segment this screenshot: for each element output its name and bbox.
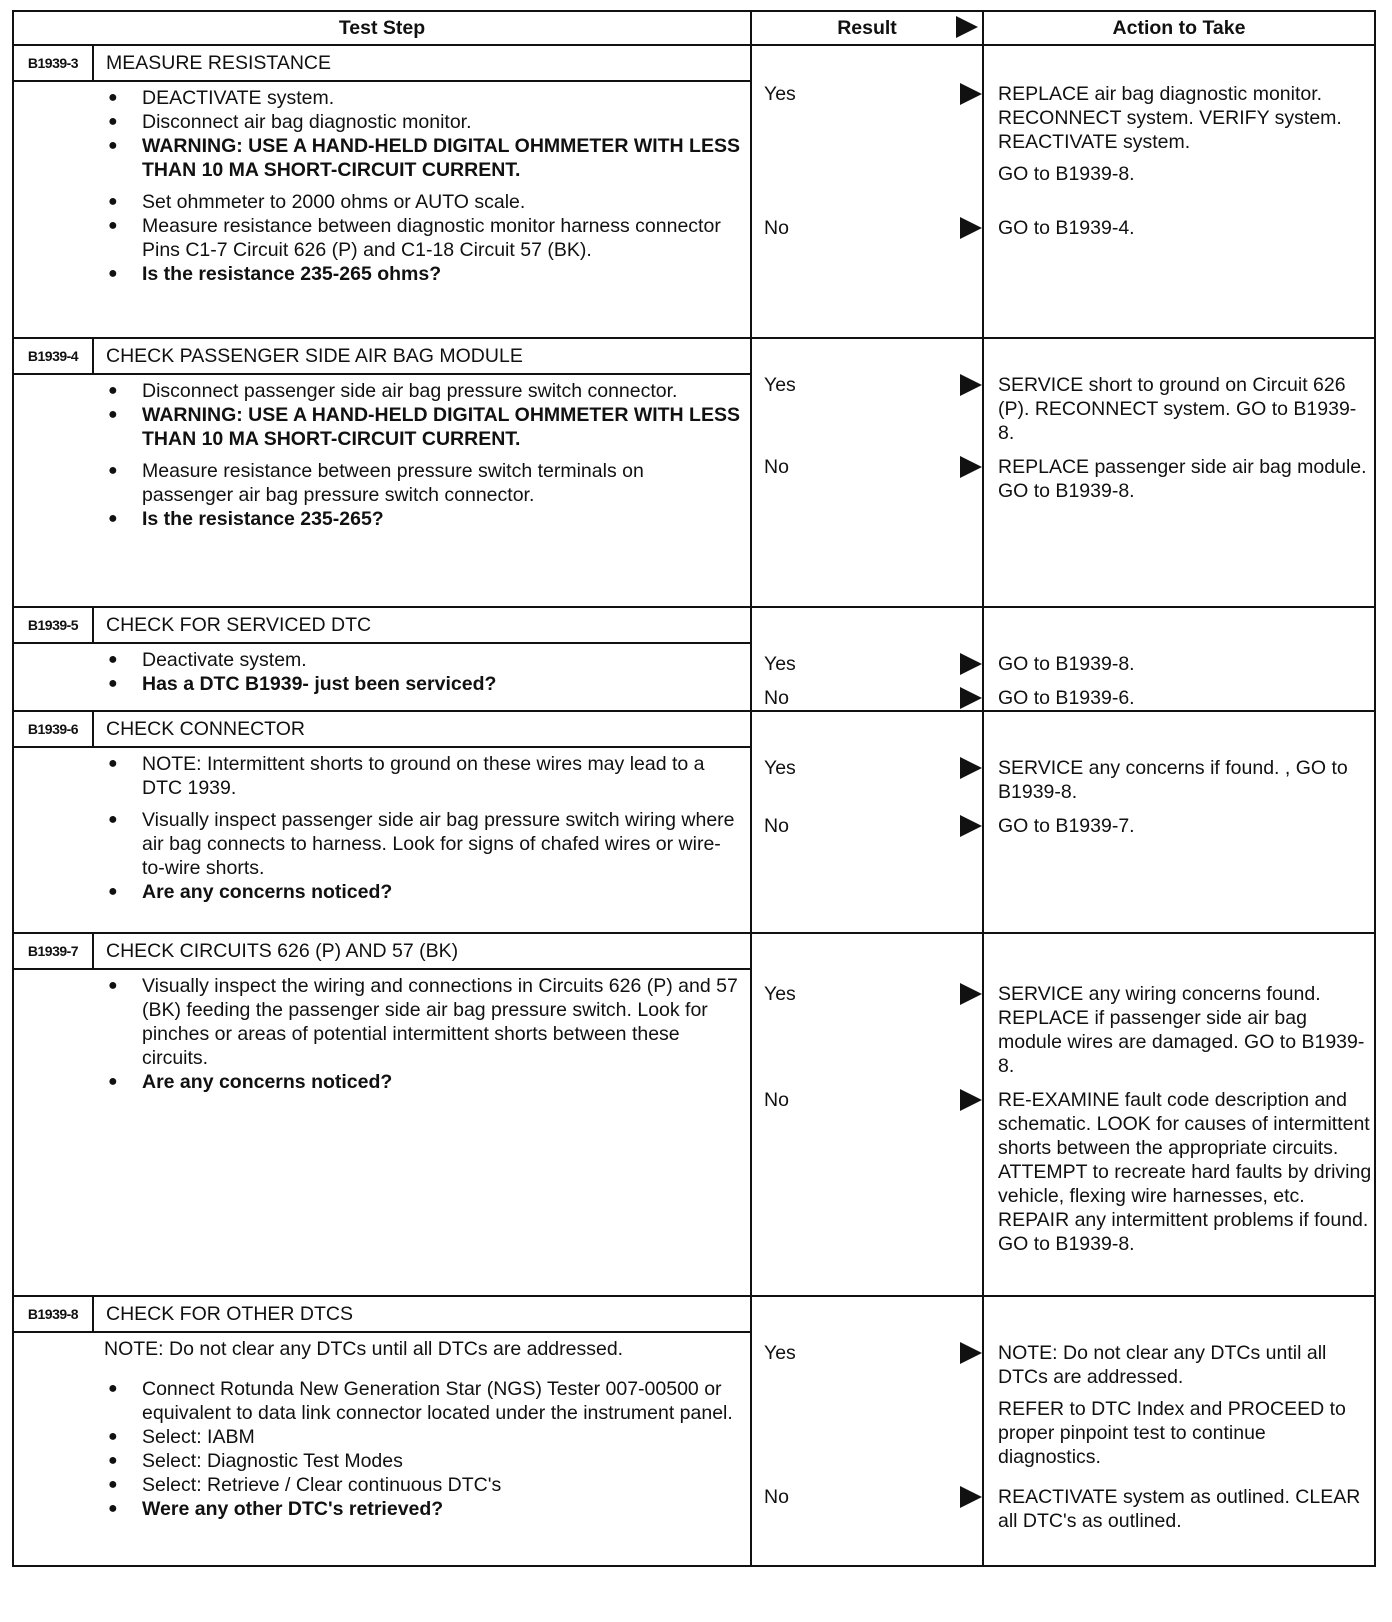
section-title-bar xyxy=(14,1297,750,1333)
result-no xyxy=(752,814,982,838)
step-title: CHECK FOR OTHER DTCS xyxy=(106,1303,354,1325)
section-title-bar xyxy=(14,712,750,748)
step-note: NOTE: Do not clear any DTCs until all DTCs are addressed. xyxy=(104,1338,624,1360)
result-cell xyxy=(751,1296,983,1566)
step-body xyxy=(104,375,750,535)
step-item: ● Disconnect passenger side air bag pressure switch connector. xyxy=(104,379,740,403)
arrow-icon xyxy=(960,687,982,709)
action-cell xyxy=(983,1296,1375,1566)
result-no xyxy=(752,1485,982,1509)
header-result-label: Result xyxy=(837,17,897,39)
yes-action xyxy=(998,82,1372,186)
result-no xyxy=(752,216,982,240)
step-item: ● Measure resistance between pressure switch terminals on passenger air bag pressure switch connector. xyxy=(104,459,740,507)
step-title: CHECK CONNECTOR xyxy=(106,718,305,740)
step-item: ● Is the resistance 235-265? xyxy=(104,507,740,531)
action-text: RE-EXAMINE fault code description and schematic. LOOK for causes of intermittent shorts between the appropriate circuits. ATTEMPT to recreate hard faults by driving vehicle, flexing wire harnesses, etc. REPAIR any intermittent problems if found. GO to B1939-8. xyxy=(998,1089,1372,1255)
yes-label: Yes xyxy=(764,983,796,1005)
step-id: B1939-3 xyxy=(14,46,94,80)
arrow-icon xyxy=(960,653,982,675)
section-title-bar xyxy=(14,934,750,970)
no-label: No xyxy=(764,815,789,837)
step-item: ● WARNING: USE A HAND-HELD DIGITAL OHMMETER WITH LESS THAN 10 MA SHORT-CIRCUIT CURRENT. xyxy=(104,403,740,451)
step-item: ● Visually inspect the wiring and connections in Circuits 626 (P) and 57 (BK) feeding the passenger side air bag pressure switch. Look for pinches or areas of potential intermittent shorts between these circuits. xyxy=(104,974,740,1070)
action-text: NOTE: Do not clear any DTCs until all DTCs are addressed. xyxy=(998,1342,1327,1388)
action-text: SERVICE short to ground on Circuit 626 (P). RECONNECT system. GO to B1939-8. xyxy=(998,374,1357,444)
table-header xyxy=(13,11,1375,45)
step-item: ● Set ohmmeter to 2000 ohms or AUTO scale. xyxy=(104,190,740,214)
step-item: ● Are any concerns noticed? xyxy=(104,880,740,904)
action-text: GO to B1939-6. xyxy=(998,687,1135,709)
result-cell xyxy=(751,607,983,711)
action-text: SERVICE any wiring concerns found. REPLACE if passenger side air bag module wires are damaged. GO to B1939-8. xyxy=(998,983,1365,1077)
test-step-cell xyxy=(13,933,751,1296)
yes-label: Yes xyxy=(764,1342,796,1364)
table-row xyxy=(13,1296,1375,1566)
action-cell xyxy=(983,607,1375,711)
arrow-icon xyxy=(956,16,978,38)
yes-action xyxy=(998,652,1372,676)
yes-action xyxy=(998,1341,1372,1469)
action-text: GO to B1939-7. xyxy=(998,815,1135,837)
arrow-icon xyxy=(960,1486,982,1508)
test-step-cell xyxy=(13,711,751,933)
arrow-icon xyxy=(960,1342,982,1364)
no-action xyxy=(998,455,1372,503)
step-id: B1939-7 xyxy=(14,934,94,968)
yes-action xyxy=(998,756,1372,804)
step-item: ● Are any concerns noticed? xyxy=(104,1070,740,1094)
no-action xyxy=(998,1088,1372,1256)
arrow-icon xyxy=(960,374,982,396)
no-action xyxy=(998,686,1372,710)
test-step-cell xyxy=(13,338,751,607)
arrow-icon xyxy=(960,983,982,1005)
table-row xyxy=(13,933,1375,1296)
step-item: ● NOTE: Intermittent shorts to ground on these wires may lead to a DTC 1939. xyxy=(104,752,740,800)
yes-action xyxy=(998,982,1372,1078)
section-title-bar xyxy=(14,46,750,82)
step-item: ● Were any other DTC's retrieved? xyxy=(104,1497,740,1521)
step-item: ● Select: Retrieve / Clear continuous DTC's xyxy=(104,1473,740,1497)
step-item: ● Connect Rotunda New Generation Star (NGS) Tester 007-00500 or equivalent to data link connector located under the instrument panel. xyxy=(104,1377,740,1425)
result-yes xyxy=(752,756,982,780)
no-label: No xyxy=(764,1089,789,1111)
step-body xyxy=(104,82,750,290)
table-row xyxy=(13,45,1375,338)
no-action xyxy=(998,216,1372,240)
no-label: No xyxy=(764,687,789,709)
step-id: B1939-5 xyxy=(14,608,94,642)
no-action xyxy=(998,814,1372,838)
header-result xyxy=(751,11,983,45)
step-body xyxy=(104,644,750,700)
result-yes xyxy=(752,1341,982,1365)
step-id: B1939-6 xyxy=(14,712,94,746)
result-cell xyxy=(751,45,983,338)
yes-label: Yes xyxy=(764,757,796,779)
step-body xyxy=(104,1333,750,1525)
step-item: ● Select: IABM xyxy=(104,1425,740,1449)
step-item: ● WARNING: USE A HAND-HELD DIGITAL OHMMETER WITH LESS THAN 10 MA SHORT-CIRCUIT CURRENT. xyxy=(104,134,740,182)
step-id: B1939-4 xyxy=(14,339,94,373)
result-yes xyxy=(752,82,982,106)
arrow-icon xyxy=(960,217,982,239)
action-text: GO to B1939-8. xyxy=(998,653,1135,675)
arrow-icon xyxy=(960,815,982,837)
arrow-icon xyxy=(960,456,982,478)
step-item: ● Select: Diagnostic Test Modes xyxy=(104,1449,740,1473)
result-cell xyxy=(751,338,983,607)
yes-label: Yes xyxy=(764,653,796,675)
result-no xyxy=(752,455,982,479)
step-item: ● Disconnect air bag diagnostic monitor. xyxy=(104,110,740,134)
action-cell xyxy=(983,45,1375,338)
yes-label: Yes xyxy=(764,374,796,396)
yes-label: Yes xyxy=(764,83,796,105)
table-row xyxy=(13,607,1375,711)
result-yes xyxy=(752,652,982,676)
action-text: REPLACE air bag diagnostic monitor. RECONNECT system. VERIFY system. REACTIVATE system. xyxy=(998,83,1342,153)
action-cell xyxy=(983,711,1375,933)
no-label: No xyxy=(764,1486,789,1508)
step-item: ● Measure resistance between diagnostic monitor harness connector Pins C1-7 Circuit 626 (P) and C1-18 Circuit 57 (BK). xyxy=(104,214,740,262)
step-title: MEASURE RESISTANCE xyxy=(106,52,332,74)
step-title: CHECK FOR SERVICED DTC xyxy=(106,614,372,636)
diagnostic-table xyxy=(12,10,1376,1567)
step-body xyxy=(104,748,750,908)
no-label: No xyxy=(764,456,789,478)
arrow-icon xyxy=(960,757,982,779)
result-cell xyxy=(751,711,983,933)
action-text: REACTIVATE system as outlined. CLEAR all DTC's as outlined. xyxy=(998,1486,1361,1532)
table-row xyxy=(13,338,1375,607)
header-test-step: Test Step xyxy=(13,11,751,45)
action-text: SERVICE any concerns if found. , GO to B1939-8. xyxy=(998,757,1348,803)
test-step-cell xyxy=(13,1296,751,1566)
no-action xyxy=(998,1485,1372,1533)
step-item: ● Has a DTC B1939- just been serviced? xyxy=(104,672,740,696)
table-row xyxy=(13,711,1375,933)
step-title: CHECK PASSENGER SIDE AIR BAG MODULE xyxy=(106,345,523,367)
action-text: REFER to DTC Index and PROCEED to proper pinpoint test to continue diagnostics. xyxy=(998,1398,1346,1468)
step-item: ● Visually inspect passenger side air bag pressure switch wiring where air bag connects to harness. Look for signs of chafed wires or wire-to-wire shorts. xyxy=(104,808,740,880)
result-no xyxy=(752,1088,982,1112)
step-title: CHECK CIRCUITS 626 (P) AND 57 (BK) xyxy=(106,940,459,962)
action-text: GO to B1939-8. xyxy=(998,163,1135,185)
action-text: GO to B1939-4. xyxy=(998,217,1135,239)
test-step-cell xyxy=(13,45,751,338)
yes-action xyxy=(998,373,1372,445)
action-text: REPLACE passenger side air bag module. GO to B1939-8. xyxy=(998,456,1367,502)
no-label: No xyxy=(764,217,789,239)
result-no xyxy=(752,686,982,710)
section-title-bar xyxy=(14,339,750,375)
section-title-bar xyxy=(14,608,750,644)
result-cell xyxy=(751,933,983,1296)
result-yes xyxy=(752,373,982,397)
header-action: Action to Take xyxy=(983,11,1375,45)
step-item: ● Is the resistance 235-265 ohms? xyxy=(104,262,740,286)
action-cell xyxy=(983,933,1375,1296)
step-item: ● Deactivate system. xyxy=(104,648,740,672)
arrow-icon xyxy=(960,1089,982,1111)
step-body xyxy=(104,970,750,1098)
step-item: ● DEACTIVATE system. xyxy=(104,86,740,110)
result-yes xyxy=(752,982,982,1006)
action-cell xyxy=(983,338,1375,607)
arrow-icon xyxy=(960,83,982,105)
step-id: B1939-8 xyxy=(14,1297,94,1331)
test-step-cell xyxy=(13,607,751,711)
